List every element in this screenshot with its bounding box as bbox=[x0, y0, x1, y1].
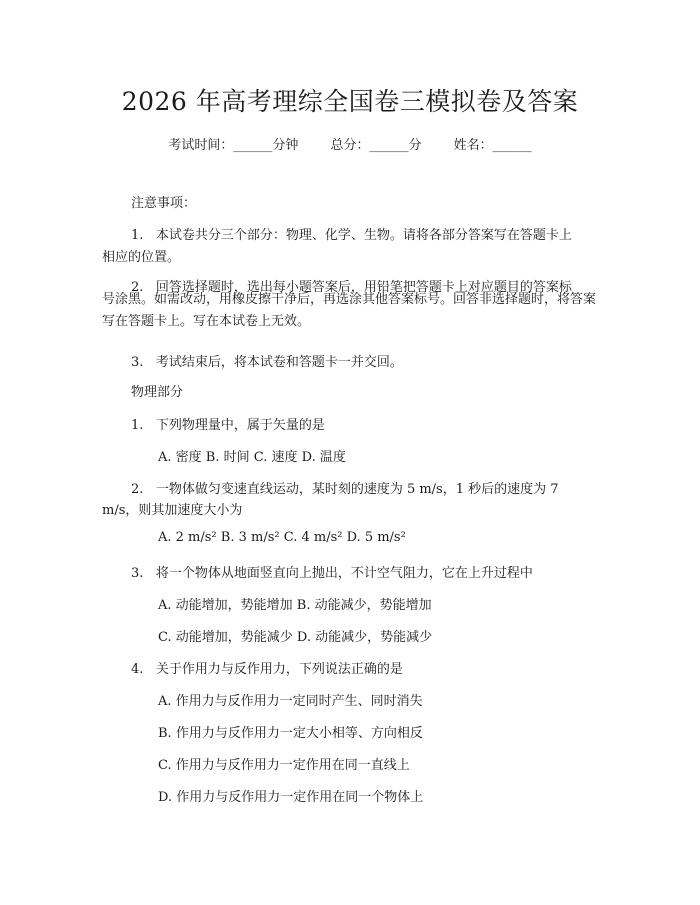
note-text: 回答选择题时，选出每小题答案后，用铅笔把答题卡上对应题目的答案标 bbox=[155, 280, 572, 295]
note-number: 1. bbox=[131, 228, 144, 243]
page-title: 2026 年高考理综全国卷三模拟卷及答案 bbox=[121, 87, 579, 116]
question-text: 将一个物体从地面竖直向上抛出，不计空气阻力，它在上升过程中 bbox=[155, 566, 533, 581]
note-continuation: 相应的位置。 bbox=[102, 250, 181, 265]
question-text: 下列物理量中，属于矢量的是 bbox=[155, 418, 325, 433]
question-item bbox=[131, 658, 403, 677]
question-number: 2. bbox=[131, 482, 144, 497]
question-options: A. 动能增加，势能增加 B. 动能减少，势能增加 bbox=[158, 598, 432, 613]
question-item bbox=[131, 478, 559, 497]
note-number: 2. bbox=[131, 280, 144, 295]
question-number: 3. bbox=[131, 566, 144, 581]
note-item bbox=[131, 351, 403, 370]
exam-meta bbox=[0, 134, 700, 153]
question-options: C. 动能增加，势能减少 D. 动能减少，势能减少 bbox=[158, 630, 433, 645]
note-text: 考试结束后，将本试卷和答题卡一并交回。 bbox=[155, 355, 403, 370]
question-text: 一物体做匀变速直线运动，某时刻的速度为 5 m/s，1 秒后的速度为 7 bbox=[155, 482, 559, 497]
note-number: 3. bbox=[131, 355, 144, 370]
note-item bbox=[131, 224, 572, 243]
question-continuation: m/s，则其加速度大小为 bbox=[102, 503, 243, 518]
question-options: C. 作用力与反作用力一定作用在同一直线上 bbox=[158, 758, 410, 773]
question-item bbox=[131, 414, 325, 433]
note-continuation: 号涂黑。如需改动，用橡皮擦干净后，再选涂其他答案标号。回答非选择题时，将答案写在答题卡上。写在本试卷上无效。 bbox=[102, 292, 597, 329]
notes-heading: 注意事项： bbox=[131, 196, 197, 211]
exam-score: 总分：______分 bbox=[330, 138, 422, 153]
question-options: B. 作用力与反作用力一定大小相等、方向相反 bbox=[158, 726, 423, 741]
question-options: A. 作用力与反作用力一定同时产生、同时消失 bbox=[158, 694, 423, 709]
question-number: 1. bbox=[131, 418, 144, 433]
question-number: 4. bbox=[131, 662, 144, 677]
question-options: D. 作用力与反作用力一定作用在同一个物体上 bbox=[158, 790, 424, 805]
question-options: A. 密度 B. 时间 C. 速度 D. 温度 bbox=[158, 450, 346, 465]
question-text: 关于作用力与反作用力，下列说法正确的是 bbox=[155, 662, 403, 677]
section-heading: 物理部分 bbox=[131, 385, 184, 400]
exam-name: 姓名：______ bbox=[453, 138, 532, 153]
question-options: A. 2 m/s² B. 3 m/s² C. 4 m/s² D. 5 m/s² bbox=[158, 530, 406, 545]
question-item bbox=[131, 562, 533, 581]
note-text: 本试卷共分三个部分：物理、化学、生物。请将各部分答案写在答题卡上 bbox=[155, 228, 572, 243]
exam-time: 考试时间：______分钟 bbox=[168, 138, 299, 153]
